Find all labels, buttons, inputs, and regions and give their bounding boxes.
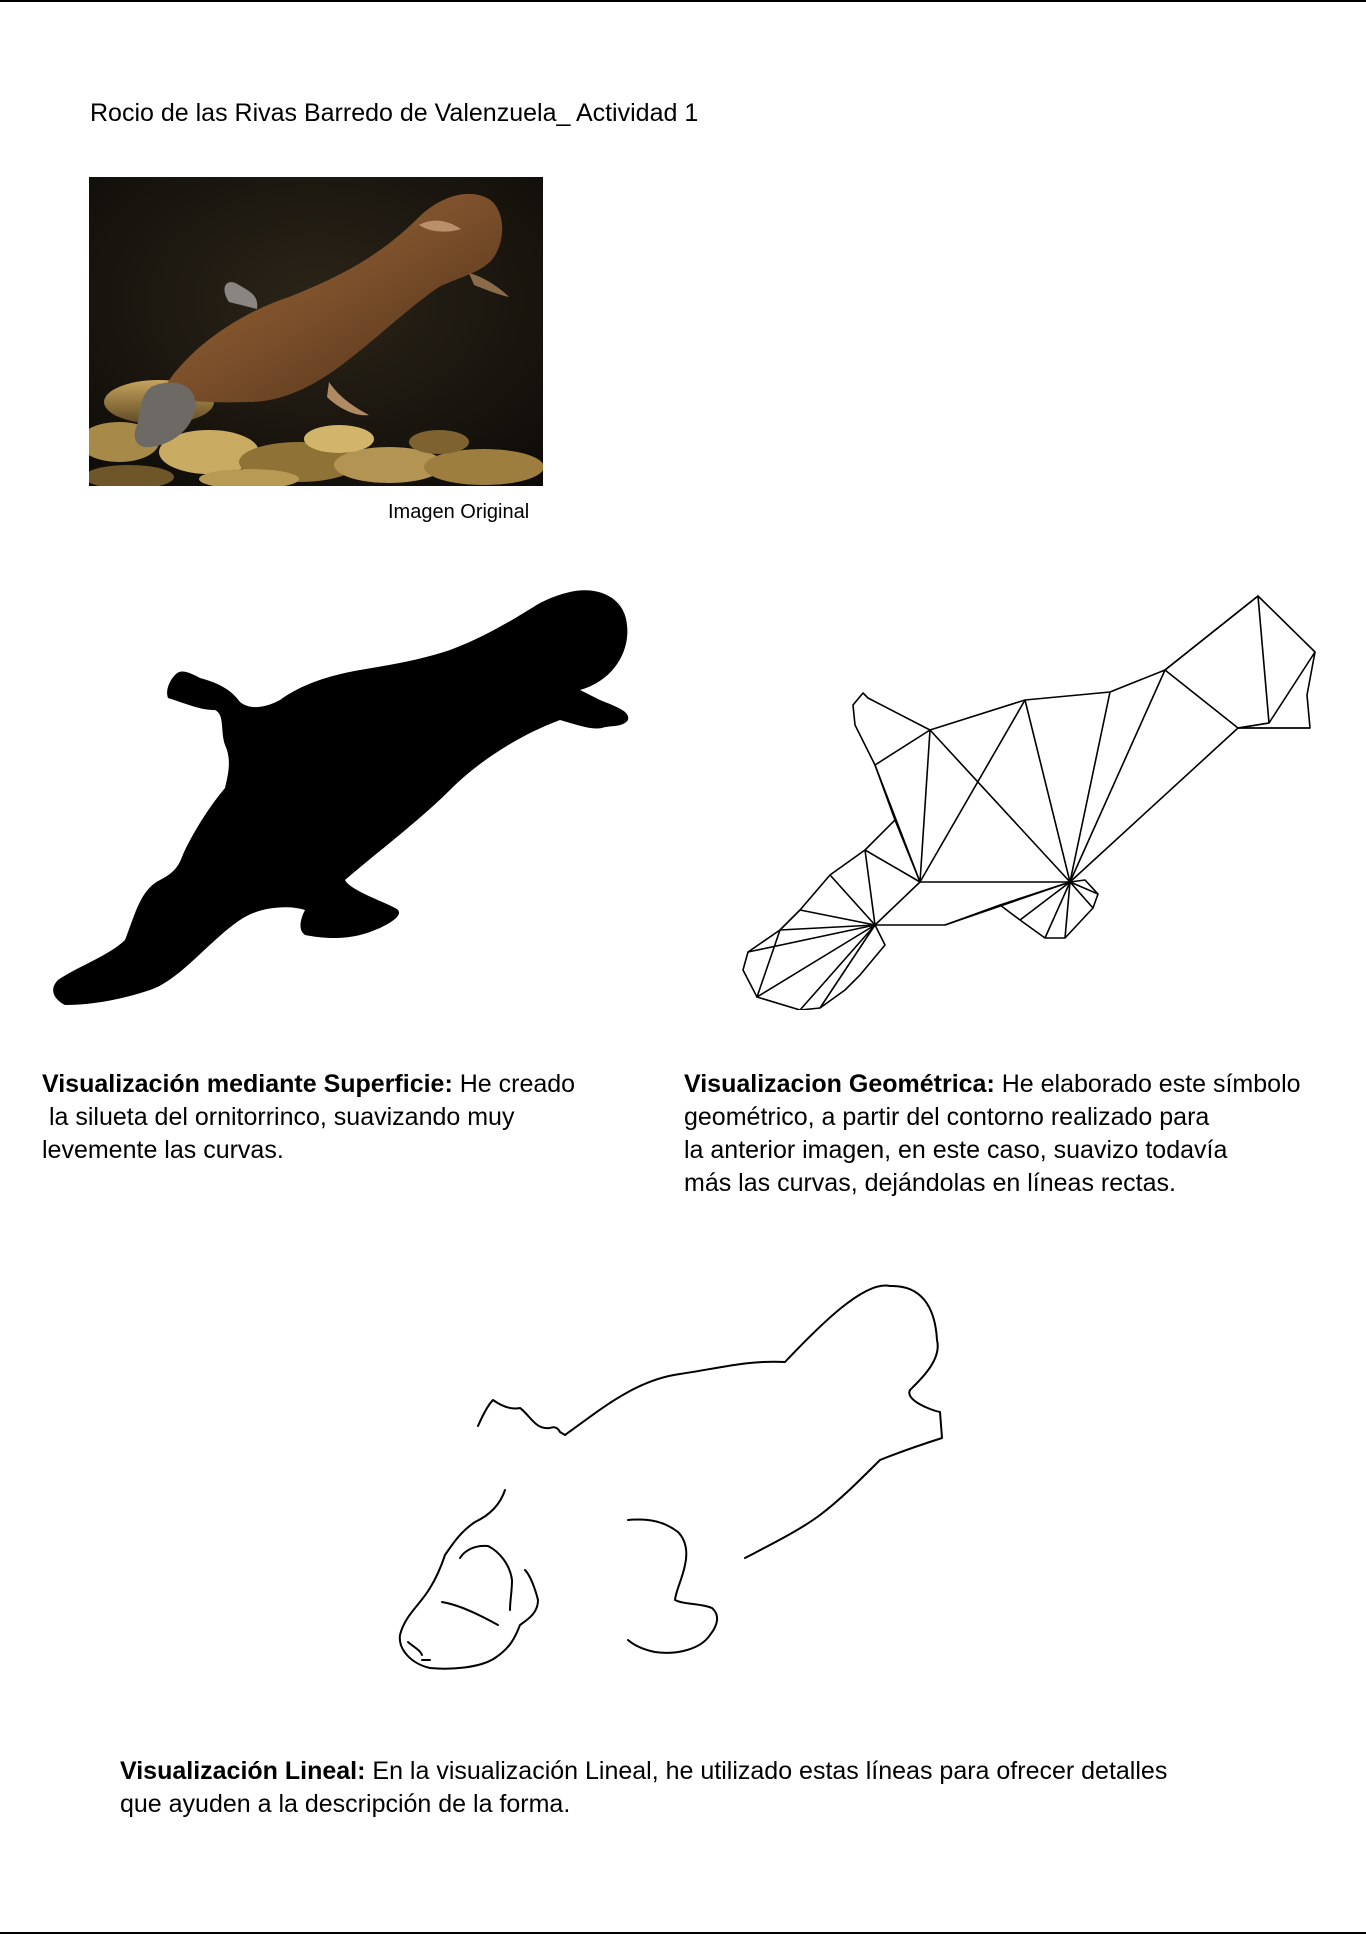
silhouette-figure — [50, 590, 635, 1010]
original-photo — [89, 177, 543, 486]
linear-outline-front-leg — [400, 1490, 538, 1669]
surface-line-2: la silueta del ornitorrinco, suavizando muy — [42, 1103, 515, 1131]
geometric-figure — [735, 590, 1320, 1010]
surface-line-3: levemente las curvas. — [42, 1136, 284, 1164]
linear-outline-bill-top — [460, 1546, 512, 1610]
surface-heading: Visualización mediante Superficie: — [42, 1070, 453, 1098]
platypus-silhouette — [53, 590, 628, 1005]
bottom-border — [0, 1932, 1366, 1934]
linear-outline-bill-inner — [442, 1602, 498, 1625]
geometric-line-1: Visualizacion Geométrica: He elaborado este símbolo — [684, 1070, 1301, 1098]
lineal-description — [120, 1755, 1167, 1821]
top-border — [0, 0, 1366, 2]
lineal-line-1: Visualización Lineal: En la visualización Lineal, he utilizado estas líneas para ofrecer detalles — [120, 1757, 1168, 1785]
surface-description — [42, 1068, 575, 1167]
lineal-line-2: que ayuden a la descripción de la forma. — [120, 1790, 571, 1818]
geometric-line-4: más las curvas, dejándolas en líneas rectas. — [684, 1169, 1176, 1197]
linear-outline-hind-leg — [628, 1520, 717, 1653]
surface-line-1: Visualización mediante Superficie: He creado — [42, 1070, 576, 1098]
geometric-outline — [743, 596, 1315, 1010]
lineal-heading: Visualización Lineal: — [120, 1757, 366, 1785]
linear-figure — [360, 1270, 960, 1710]
geometric-heading: Visualizacion Geométrica: — [684, 1070, 995, 1098]
page-title: Rocio de las Rivas Barredo de Valenzuela_ Actividad 1 — [90, 99, 699, 127]
linear-outline-top — [478, 1285, 942, 1558]
image-caption: Imagen Original — [388, 501, 530, 523]
geometric-description — [684, 1068, 1301, 1200]
geometric-line-2: geométrico, a partir del contorno realizado para — [684, 1103, 1210, 1131]
linear-outline-bill-mark-1 — [408, 1642, 422, 1655]
geometric-line-3: la anterior imagen, en este caso, suavizo todavía — [684, 1136, 1228, 1164]
